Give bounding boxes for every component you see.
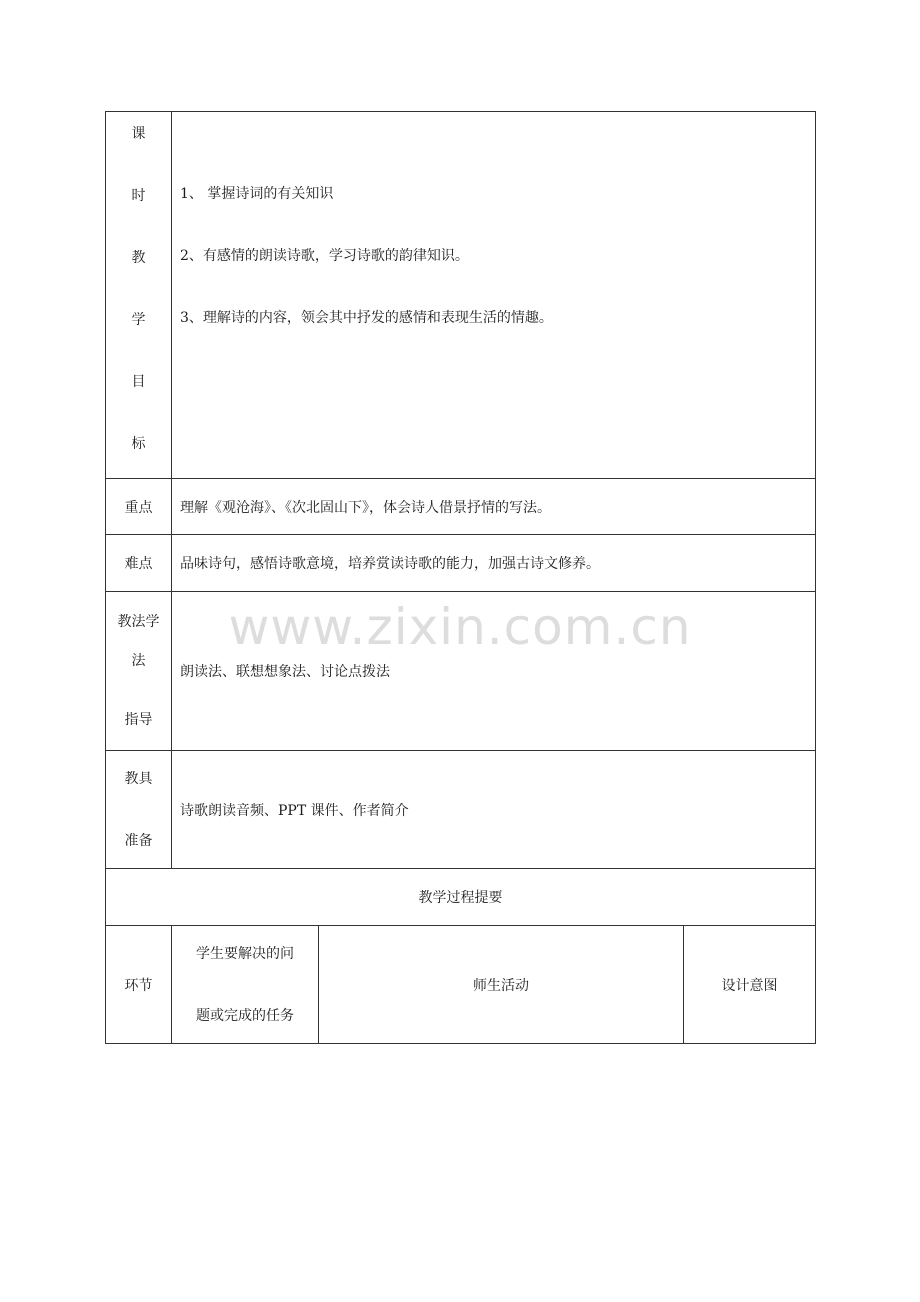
key-points-text: 理解《观沧海》、《次北固山下》，体会诗人借景抒情的写法。: [172, 479, 816, 535]
difficulties-label: 难点: [106, 535, 172, 592]
watermark: www.zixin.com.cn: [228, 598, 692, 656]
goals-label-char: 目: [131, 374, 146, 390]
goal-item: 1、 掌握诗词的有关知识: [180, 186, 334, 202]
tools-row: [106, 751, 816, 869]
goals-label-char: 标: [131, 436, 146, 452]
tools-label-line: 准备: [124, 832, 153, 849]
methods-label-line: 法: [131, 653, 146, 669]
methods-row: [106, 592, 816, 751]
methods-label-line: 指导: [124, 712, 153, 728]
goal-item: 2、有感情的朗读诗歌，学习诗歌的韵律知识。: [180, 248, 469, 264]
goals-row: [106, 112, 816, 479]
goals-content: [172, 112, 816, 479]
task-header-line: 题或完成的任务: [196, 1007, 294, 1024]
task-header-line: 学生要解决的问: [196, 945, 294, 962]
methods-text: 朗读法、联想想象法、讨论点拨法: [172, 592, 816, 751]
goals-label-char: 教: [131, 250, 146, 266]
activity-header: 师生活动: [319, 926, 684, 1044]
goal-item: 3、理解诗的内容，领会其中抒发的感情和表现生活的情趣。: [180, 310, 553, 326]
goals-label: [106, 112, 172, 479]
difficulties-text: 品味诗句，感悟诗歌意境，培养赏读诗歌的能力，加强古诗文修养。: [172, 535, 816, 592]
tools-text: 诗歌朗读音频、PPT 课件、作者简介: [172, 751, 816, 869]
goals-label-char: 时: [131, 188, 146, 204]
key-points-row: [106, 479, 816, 535]
difficulties-row: [106, 535, 816, 592]
key-points-label: 重点: [106, 479, 172, 535]
tools-label: [106, 751, 172, 869]
task-header: [172, 926, 319, 1044]
stage-header: 环节: [106, 926, 172, 1044]
process-title-row: [106, 869, 816, 926]
lesson-plan-table: [105, 111, 816, 1044]
process-header-row: [106, 926, 816, 1044]
tools-label-line: 教具: [124, 770, 153, 787]
goals-label-char: 学: [131, 312, 146, 328]
process-title: 教学过程提要: [106, 869, 816, 926]
goals-label-char: 课: [131, 126, 146, 142]
methods-label-line: 教法学: [117, 614, 160, 630]
methods-label: [106, 592, 172, 751]
intent-header: 设计意图: [684, 926, 816, 1044]
